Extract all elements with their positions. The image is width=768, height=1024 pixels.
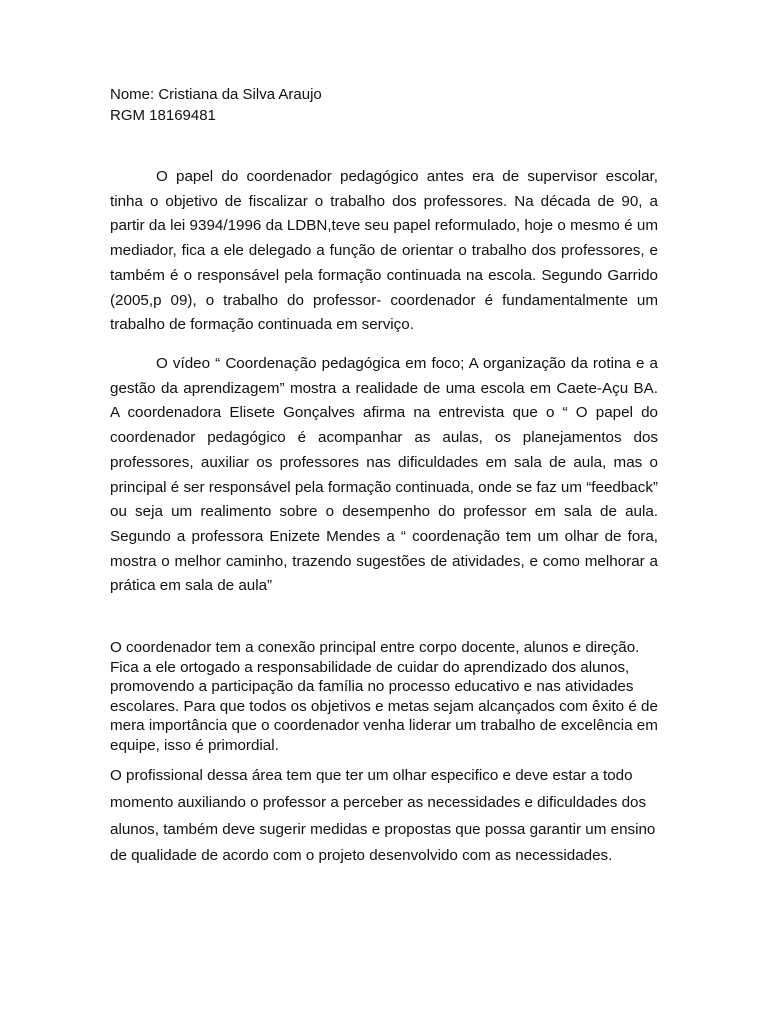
paragraph-2: O vídeo “ Coordenação pedagógica em foco; A organização da rotina e a gestão da aprendizagem” mostra a realidade de uma escola em Caete-Açu BA. A coordenadora Elisete Gonçalves afirma na entrevista que o “ O papel do coordenador pedagógico é acompanhar as aulas, os planejamentos dos professores, auxiliar os professores nas dificuldades em sala de aula, mas o principal é ser responsável pela formação continuada, onde se faz um “feedback” ou seja um realimento sobre o desempenho do professor em sala de aula. Segundo a professora Enizete Mendes a “ coordenação tem um olhar de fora, mostra o melhor caminho, trazendo sugestões de atividades, e como melhorar a prática em sala de aula” [110, 355, 658, 595]
document-header [110, 84, 322, 126]
paragraph-3: O coordenador tem a conexão principal entre corpo docente, alunos e direção. Fica a ele ortogado a responsabilidade de cuidar do aprendizado dos alunos, promovendo a participação da família no processo educativo e nas atividades escolares. Para que todos os objetivos e metas sejam alcançados com êxito é de mera importância que o coordenador venha liderar um trabalho de excelência em equipe, isso é primordial. [110, 639, 658, 754]
student-name: Nome: Cristiana da Silva Araujo [110, 86, 322, 103]
paragraph-1: O papel do coordenador pedagógico antes era de supervisor escolar, tinha o objetivo de fiscalizar o trabalho dos professores. Na década de 90, a partir da lei 9394/1996 da LDBN,teve seu papel reformulado, hoje o mesmo é um mediador, fica a ele delegado a função de orientar o trabalho dos professores, e também é o responsável pela formação continuada na escola. Segundo Garrido (2005,p 09), o trabalho do professor- coordenador é fundamentalmente um trabalho de formação continuada em serviço. [110, 168, 658, 334]
student-rgm: RGM 18169481 [110, 107, 216, 124]
paragraph-4: O profissional dessa área tem que ter um olhar especifico e deve estar a todo momento auxiliando o professor a perceber as necessidades e dificuldades dos alunos, também deve sugerir medidas e propostas que possa garantir um ensino de qualidade de acordo com o projeto desenvolvido com as necessidades. [110, 767, 656, 865]
